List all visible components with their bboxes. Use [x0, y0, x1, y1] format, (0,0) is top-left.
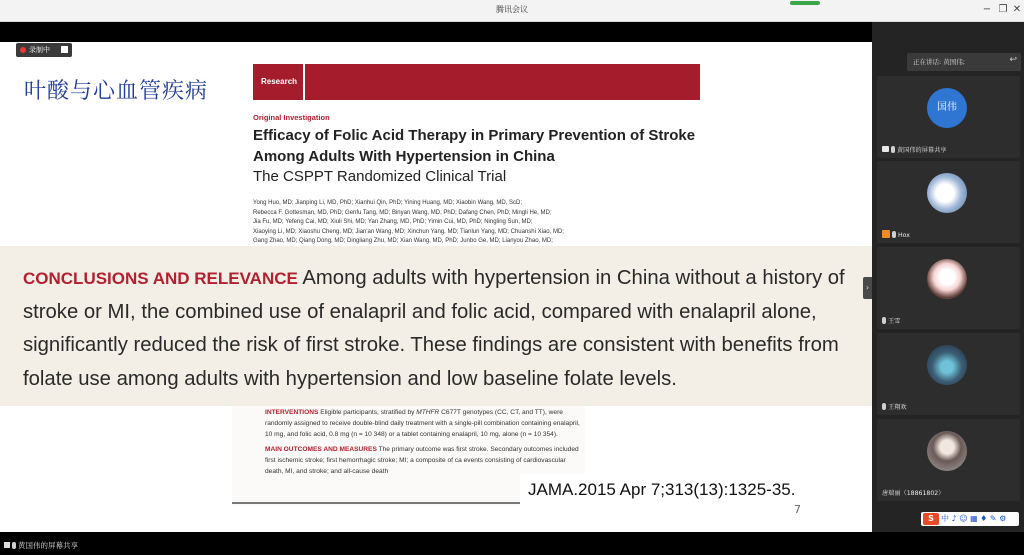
microphone-icon	[882, 403, 886, 410]
microphone-icon	[12, 542, 16, 549]
recording-label: 录制中	[29, 46, 50, 54]
article-subtitle: The CSPPT Randomized Clinical Trial	[253, 168, 507, 185]
speaking-label: 正在讲话: 黄国伟;	[913, 58, 965, 66]
slide-heading: 叶酸与心血管疾病	[24, 79, 209, 104]
abstract-excerpt	[265, 408, 585, 478]
microphone-icon	[892, 231, 896, 238]
host-icon	[882, 230, 890, 238]
author-line: Rebecca F. Gottesman, MD, PhD; Genfu Tang, MD; Binyan Wang, MD, PhD; Dafang Chen, PhD; Mingli He, MD;	[253, 209, 552, 216]
swan-avatar	[927, 173, 967, 213]
author-line: Gang Zhao, MD; Qiang Dong, MD; Dingliang Zhu, MD; Xian Wang, MD, PhD; Junbo Ge, MD; Lianyou Zhao, MD;	[253, 238, 553, 244]
recording-dot-icon	[20, 47, 26, 53]
participant-tile[interactable]	[877, 419, 1020, 501]
ime-toolbar[interactable]	[921, 512, 1019, 526]
restore-icon[interactable]: ❐	[998, 4, 1008, 15]
interventions-heading: INTERVENTIONS	[265, 409, 319, 416]
article-kicker: Original Investigation	[253, 113, 330, 122]
minimize-icon[interactable]: −	[982, 4, 992, 15]
ime-logo-icon[interactable]: S	[923, 513, 939, 525]
participant-name: 唐瑞丽（18861802）	[882, 490, 945, 497]
screen-share-icon	[882, 146, 889, 152]
research-label: Research	[253, 64, 305, 100]
interventions-paragraph	[265, 408, 585, 440]
participant-tile[interactable]	[877, 333, 1020, 415]
network-indicator	[790, 1, 820, 5]
outcomes-heading: MAIN OUTCOMES AND MEASURES	[265, 446, 377, 454]
author-line: Xiaoying Li, MD; Xiaoshu Cheng, MD; Jian'an Wang, MD; Xinchun Yang, MD; Tianlun Yang, MD; Chuanshi Xiao, MD;	[253, 228, 564, 235]
app-title: 腾讯会议	[496, 5, 528, 14]
outcomes-text: The primary outcome was first stroke. Secondary outcomes included first ischemic stroke; first hemorrhagic stroke; MI; a composite of ca events consisting of cardiovascular death, MI, and stroke; and all-cause death	[265, 446, 579, 475]
portrait-avatar	[927, 431, 967, 471]
outcomes-paragraph	[265, 445, 585, 477]
window-titlebar	[0, 0, 1024, 22]
ime-toolbar-icons[interactable]: 中 ♪ ☺ ▦ ♦ ✎ ⚙	[941, 514, 1007, 523]
participant-name: 黄国伟的屏幕共享	[879, 145, 950, 156]
research-banner	[253, 64, 700, 100]
shared-slide	[0, 42, 872, 532]
slide-number: 7	[794, 503, 801, 516]
participant-tile[interactable]	[877, 76, 1020, 158]
stop-recording-icon[interactable]	[61, 46, 68, 53]
interventions-text-a: Eligible participants, stratified by	[320, 409, 417, 416]
article-title	[253, 125, 713, 167]
landscape-avatar	[927, 345, 967, 385]
microphone-icon	[882, 317, 886, 324]
status-bar	[0, 532, 1024, 555]
article-title-line2: Among Adults With Hypertension in China	[253, 148, 555, 165]
microphone-icon	[891, 146, 895, 153]
author-line: Jia Fu, MD; Yefeng Cai, MD; Xiuli Shi, MD; Yan Zhang, MD, PhD; Yimin Cui, MD, PhD; Ningling Sun, MD;	[253, 219, 533, 225]
recording-badge[interactable]	[16, 43, 72, 57]
conclusions-callout	[0, 246, 872, 406]
anime-girl-avatar	[927, 259, 967, 299]
participant-name: 王雪	[879, 316, 903, 327]
close-icon[interactable]: ✕	[1012, 4, 1022, 15]
speaking-indicator	[907, 53, 1021, 71]
gene-name: MTHFR	[416, 409, 440, 416]
participant-name: 王翔欢	[879, 402, 910, 413]
conclusions-text	[23, 262, 853, 396]
article-title-line1: Efficacy of Folic Acid Therapy in Primary Prevention of Stroke	[253, 127, 696, 144]
conclusions-heading: CONCLUSIONS AND RELEVANCE	[23, 269, 298, 288]
participant-name: Hox	[879, 230, 913, 241]
interventions-text-b: C677T genotypes (CC, CT, and TT), were randomly assigned to receive double-blind daily treatment with a single-pill combination containing enalapril, 10 mg, and folic acid, 0.8 mg (n = 10 348) or a tablet containing enalapril, 10 mg, alone (n = 10 354).	[265, 409, 580, 438]
participant-tile[interactable]	[877, 161, 1020, 243]
screen-share-status: 黄国伟的屏幕共享	[4, 540, 78, 551]
sidebar-menu-icon[interactable]: ↩	[1009, 55, 1017, 65]
collapse-sidebar-icon[interactable]: ›	[863, 277, 872, 299]
conclusions-body: Among adults with hypertension in China without a history of stroke or MI, the combined use of enalapril and folic acid, compared with enalapril alone, significantly reduced the risk of first stroke. These findings are consistent with benefits from folate use among adults with hypertension and low baseline folate levels.	[23, 267, 845, 390]
author-list	[253, 199, 598, 247]
screen-share-icon	[4, 542, 10, 548]
divider	[232, 502, 522, 504]
article-header	[253, 64, 700, 264]
avatar: 国伟	[927, 88, 967, 128]
citation: JAMA.2015 Apr 7;313(13):1325-35.	[520, 474, 845, 506]
participant-tile[interactable]	[877, 247, 1020, 329]
author-line: Yong Huo, MD; Jianping Li, MD, PhD; Xianhui Qin, PhD; Yining Huang, MD; Xiaobin Wang, MD, ScD;	[253, 200, 523, 206]
